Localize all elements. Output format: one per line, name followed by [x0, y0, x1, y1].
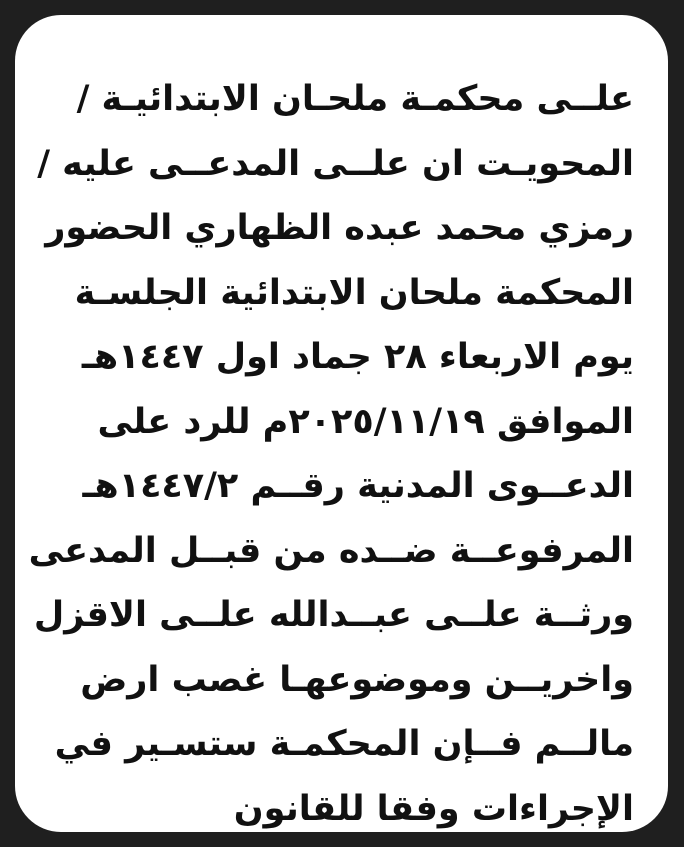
notice-line: يوم الاربعاء ٢٨ جماد اول ١٤٤٧هـ	[81, 337, 634, 377]
notice-line: رمزي محمد عبده الظهاري الحضور	[45, 208, 634, 248]
notice-line: الإجراءات وفقا للقانون	[233, 788, 634, 829]
notice-line: علــى محكمـة ملحـان الابتدائيـة /	[76, 79, 634, 119]
notice-line: ورثــة علــى عبــدالله علــى الاقزل	[33, 595, 634, 635]
notice-line: مالــم فــإن المحكمـة ستسـير في	[54, 724, 634, 764]
notice-line: المرفوعــة ضــده من قبــل المدعى	[28, 530, 634, 571]
notice-line: الدعــوى المدنية رقــم ١٤٤٧/٢هـ	[82, 466, 634, 506]
notice-body	[28, 67, 634, 832]
notice-line: المحكمة ملحان الابتدائية الجلسـة	[74, 272, 634, 313]
notice-line: الموافق ٢٠٢٥/١١/١٩م للرد على	[97, 401, 634, 442]
notice-card	[15, 15, 668, 832]
notice-line: واخريــن وموضوعهـا غصب ارض	[80, 659, 634, 700]
notice-line: المحويـت ان علــى المدعــى عليه /	[37, 143, 634, 184]
